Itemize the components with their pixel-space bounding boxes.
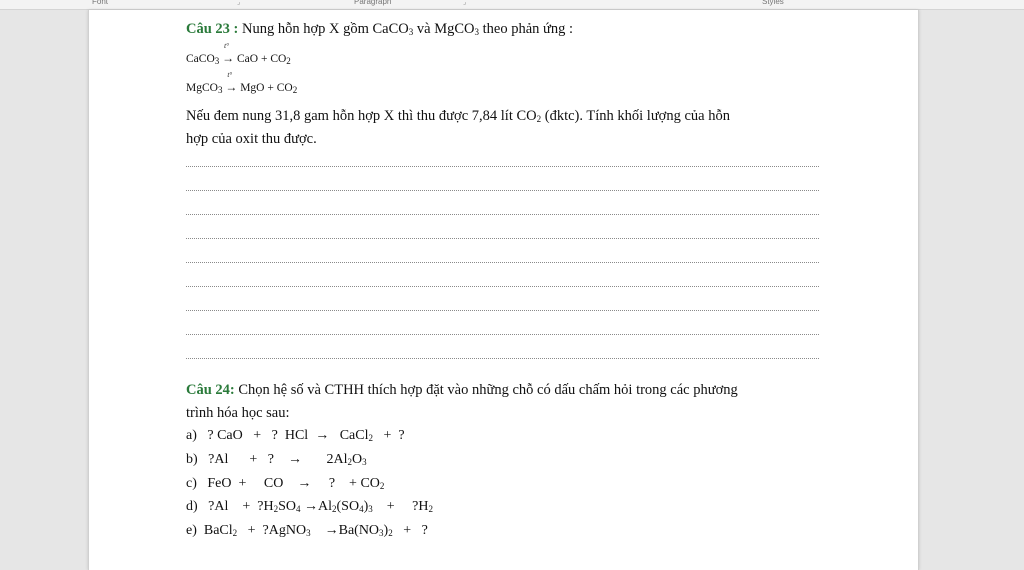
answer-dotted-line xyxy=(186,166,819,167)
q23-equation-2: MgCO$_3$ t° → MgO + $CO_2$ xyxy=(186,71,298,95)
font-dialog-launcher-icon[interactable]: ⌟ xyxy=(237,0,241,6)
q24-intro-line-2: trình hóa học sau: xyxy=(186,405,290,421)
answer-dotted-line xyxy=(186,310,819,311)
answer-dotted-line xyxy=(186,238,819,239)
styles-group-label[interactable]: Styles xyxy=(762,0,784,6)
document-page[interactable] xyxy=(88,10,919,570)
q24-option-c: c) FeO + CO → ? + $CO_2$ xyxy=(186,476,385,491)
q24-label: Câu 24: xyxy=(186,382,235,398)
paragraph-dialog-launcher-icon[interactable]: ⌟ xyxy=(463,0,467,6)
q23-equation-1: CaCO$_3$ t° → CaO + $CO_2$ xyxy=(186,42,291,66)
answer-dotted-line xyxy=(186,190,819,191)
q24-option-d: d) ?Al + $?H_2SO_4 \to Al_2(SO_4)_3$ + $?H_2$ xyxy=(186,499,433,514)
q23-text-line-2: hợp của oxit thu được. xyxy=(186,131,317,147)
heat-arrow-icon: t° → xyxy=(222,42,235,65)
answer-dotted-line xyxy=(186,358,819,359)
answer-dotted-line xyxy=(186,286,819,287)
q24-option-b: b) ?Al + ? → $2Al_2O_3$ xyxy=(186,452,367,467)
q23-intro: Câu 23 : Nung hỗn hợp X gồm CaCO$_3$ và MgCO$_3$ theo phản ứng : xyxy=(186,21,574,37)
answer-dotted-line xyxy=(186,262,819,263)
q24-option-e: e) BaCl$_2$ + ?AgNO$_3$ $\to Ba(NO_3)_2$ + ? xyxy=(186,523,428,538)
answer-dotted-line xyxy=(186,334,819,335)
q24-intro: Câu 24: Chọn hệ số và CTHH thích hợp đặt vào những chỗ có dấu chấm hỏi trong các phương xyxy=(186,382,738,398)
paragraph-group-label[interactable]: Paragraph xyxy=(354,0,392,6)
heat-arrow-icon: t° → xyxy=(225,71,238,94)
font-group-label[interactable]: Font xyxy=(92,0,109,6)
q24-option-a: a) ? CaO + ? HCl → CaCl$_2$ + ? xyxy=(186,428,405,443)
q23-text-line-1: Nếu đem nung 31,8 gam hỗn hợp X thì thu được 7,84 lít $CO_2$ (đktc). Tính khối lượng của hỗn xyxy=(186,108,730,124)
answer-dotted-line xyxy=(186,214,819,215)
q23-label: Câu 23 : xyxy=(186,21,239,37)
ribbon-bar xyxy=(0,0,1024,10)
